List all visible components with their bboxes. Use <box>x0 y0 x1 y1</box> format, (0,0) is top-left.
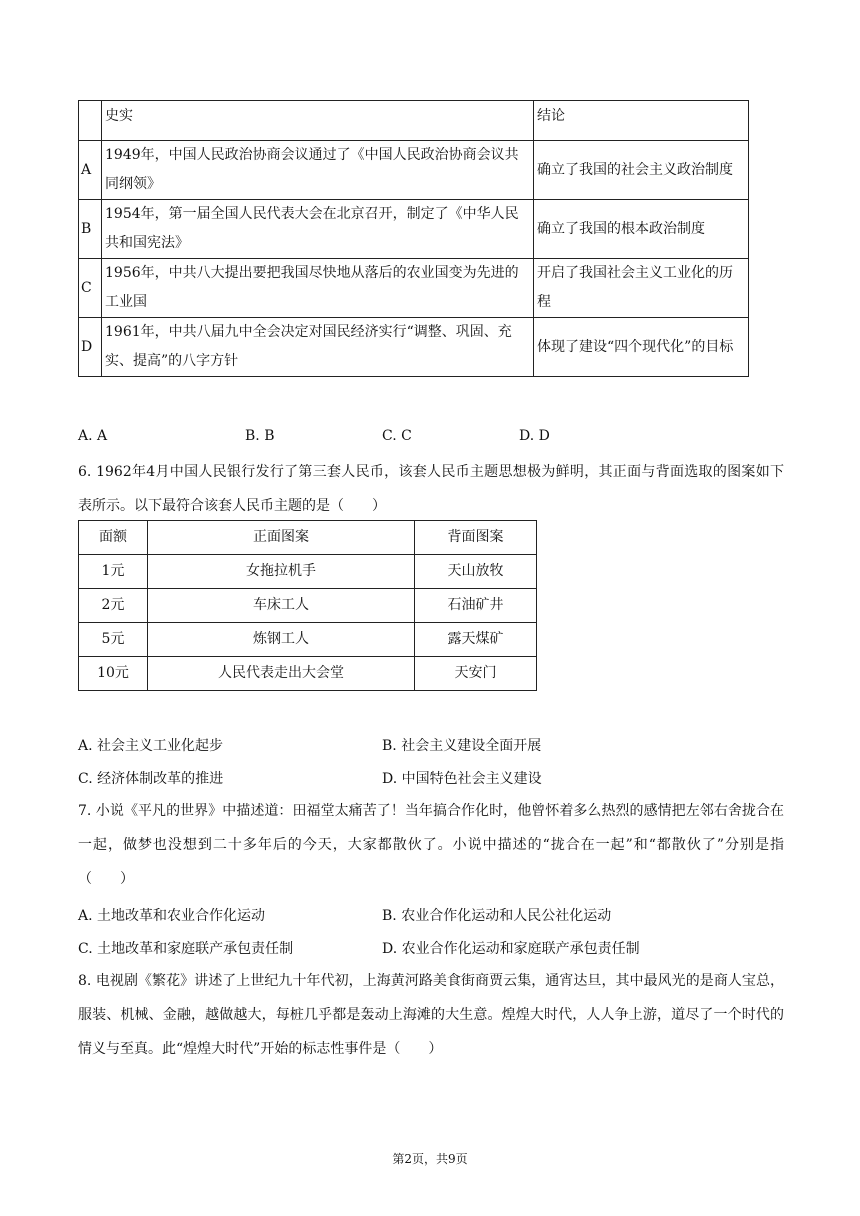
conclusion-cell: 确立了我国的社会主义政治制度 <box>534 141 749 200</box>
denomination-cell: 1元 <box>79 555 148 589</box>
q6-stem: 6. 1962年4月中国人民银行发行了第三套人民币，该套人民币主题思想极为鲜明，其正面与背面选取的图案如下表所示。以下最符合该套人民币主题的是（ ） <box>78 464 784 514</box>
q6-currency-table <box>78 520 537 691</box>
front-cell: 人民代表走出大会堂 <box>148 657 415 691</box>
front-cell: 车床工人 <box>148 589 415 623</box>
q5-option-d: D. D <box>519 428 550 444</box>
table-row <box>79 141 749 200</box>
fact-cell: 1954年，第一届全国人民代表大会在北京召开，制定了《中华人民共和国宪法》 <box>102 200 534 259</box>
back-cell: 天山放牧 <box>415 555 537 589</box>
header-cell: 面额 <box>79 521 148 555</box>
q6-option-b: B. 社会主义建设全面开展 <box>382 738 542 754</box>
option-letter: D <box>79 318 102 377</box>
q8-stem: 8. 电视剧《繁花》讲述了上世纪九十年代初，上海黄河路美食街商贾云集，通宵达旦，其中最风光的是商人宝总，服装、机械、金融，越做越大，每桩几乎都是轰动上海滩的大生意。煌煌大时代，人人争上游，道尽了一个时代的情义与至真。此“煌煌大时代”开始的标志性事件是（ ） <box>78 973 784 1057</box>
q5-option-b: B. B <box>245 428 275 444</box>
table-row <box>79 623 537 657</box>
table-row <box>79 259 749 318</box>
option-letter: B <box>79 200 102 259</box>
fact-cell: 1961年，中共八届九中全会决定对国民经济实行“调整、巩固、充实、提高”的八字方针 <box>102 318 534 377</box>
conclusion-cell: 确立了我国的根本政治制度 <box>534 200 749 259</box>
q6-option-d: D. 中国特色社会主义建设 <box>382 771 542 787</box>
table-header-row <box>79 101 749 141</box>
option-letter: C <box>79 259 102 318</box>
back-cell: 露天煤矿 <box>415 623 537 657</box>
q7-option-a: A. 土地改革和农业合作化运动 <box>78 908 266 924</box>
q7-option-d: D. 农业合作化运动和家庭联产承包责任制 <box>382 941 640 957</box>
header-cell: 背面图案 <box>415 521 537 555</box>
front-cell: 炼钢工人 <box>148 623 415 657</box>
table-row <box>79 318 749 377</box>
header-cell: 史实 <box>102 101 534 141</box>
q7-stem: 7. 小说《平凡的世界》中描述道：田福堂太痛苦了！当年搞合作化时，他曾怀着多么热烈的感情把左邻右舍拢合在一起，做梦也没想到二十多年后的今天，大家都散伙了。小说中描述的“拢合在一起”和“都散伙了”分别是指（ ） <box>78 803 784 887</box>
q6-option-a: A. 社会主义工业化起步 <box>78 738 224 754</box>
table-row <box>79 657 537 691</box>
page-number: 第2页，共9页 <box>392 1152 468 1166</box>
denomination-cell: 5元 <box>79 623 148 657</box>
back-cell: 天安门 <box>415 657 537 691</box>
header-cell <box>79 101 102 141</box>
conclusion-cell: 体现了建设“四个现代化”的目标 <box>534 318 749 377</box>
header-cell: 正面图案 <box>148 521 415 555</box>
denomination-cell: 10元 <box>79 657 148 691</box>
table-row <box>79 200 749 259</box>
header-cell: 结论 <box>534 101 749 141</box>
back-cell: 石油矿井 <box>415 589 537 623</box>
table-row <box>79 589 537 623</box>
fact-cell: 1956年，中共八大提出要把我国尽快地从落后的农业国变为先进的工业国 <box>102 259 534 318</box>
front-cell: 女拖拉机手 <box>148 555 415 589</box>
q7-option-c: C. 土地改革和家庭联产承包责任制 <box>78 941 294 957</box>
conclusion-cell: 开启了我国社会主义工业化的历程 <box>534 259 749 318</box>
q6-option-c: C. 经济体制改革的推进 <box>78 771 224 787</box>
denomination-cell: 2元 <box>79 589 148 623</box>
question5-table <box>78 100 749 377</box>
table-header-row <box>79 521 537 555</box>
q7-option-b: B. 农业合作化运动和人民公社化运动 <box>382 908 612 924</box>
fact-cell: 1949年，中国人民政治协商会议通过了《中国人民政治协商会议共同纲领》 <box>102 141 534 200</box>
q5-option-c: C. C <box>382 428 412 444</box>
table-row <box>79 555 537 589</box>
q5-option-a: A. A <box>78 428 108 444</box>
option-letter: A <box>79 141 102 200</box>
